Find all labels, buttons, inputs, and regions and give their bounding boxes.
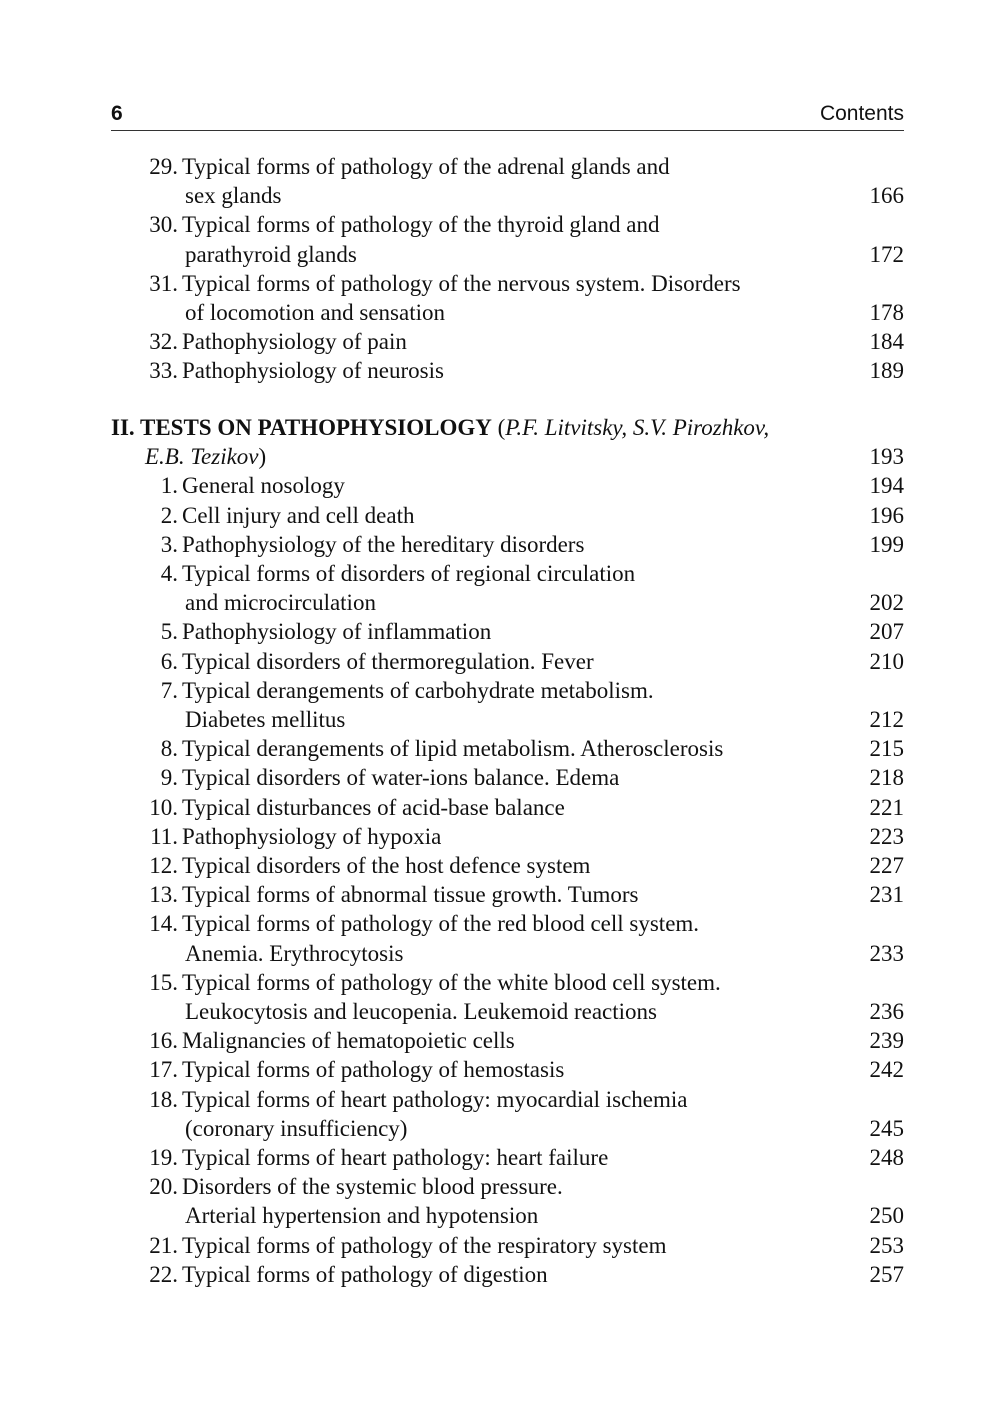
toc-page-number: 178 [869, 300, 904, 325]
toc-entry-number: 19. [149, 1145, 178, 1170]
toc-entry-number: 7. [160, 677, 178, 703]
toc-entry-number: 17. [149, 1057, 178, 1083]
toc-entry-title: of locomotion and sensation [185, 300, 445, 325]
toc-entry-title: Typical forms of pathology of the respiratory system [182, 1232, 667, 1258]
toc-entry-title: Anemia. Erythrocytosis [185, 940, 404, 966]
toc-entry-title: Typical derangements of lipid metabolism. Atherosclerosis [182, 736, 724, 762]
toc-page-number: 231 [869, 882, 904, 908]
dot-leader [665, 997, 860, 1026]
toc-entry-line [0, 152, 1000, 181]
toc-entry-title: Diabetes mellitus [185, 707, 346, 732]
toc-entry-line [0, 647, 1000, 676]
toc-entry-line [0, 327, 1000, 356]
dot-leader [353, 705, 860, 734]
toc-entry-number: 20. [149, 1174, 178, 1200]
dot-leader [556, 1260, 860, 1289]
dot-leader [602, 647, 860, 676]
toc-entry-line [0, 530, 1000, 559]
toc-entry-title: (coronary insufficiency) [185, 1115, 408, 1141]
toc-entry-title: Typical forms of pathology of digestion [182, 1261, 548, 1287]
toc-page-number: 227 [869, 853, 904, 878]
toc-entry-number: 1. [160, 473, 178, 499]
toc-page-number: 215 [869, 736, 904, 762]
toc-entry-line [0, 676, 1000, 705]
toc-entry-number: 22. [149, 1261, 178, 1287]
toc-entry-line [0, 1260, 1000, 1289]
toc-entry-number: 11. [150, 823, 178, 849]
toc-entry-line [0, 181, 1000, 210]
toc-entry-number: 12. [149, 853, 178, 878]
toc-entry-title: parathyroid glands [185, 241, 357, 267]
toc-page-number: 202 [869, 590, 904, 616]
toc-entry-title: Typical forms of pathology of the adrenal glands and [182, 154, 670, 179]
running-title: Contents [819, 102, 904, 125]
toc-page-number: 199 [869, 531, 904, 557]
toc-page-number: 194 [869, 473, 904, 499]
dot-leader [384, 588, 860, 617]
toc-entry-title: Malignancies of hematopoietic cells [182, 1028, 515, 1054]
toc-page-number: 253 [869, 1232, 904, 1258]
toc-entry-title: Typical forms of disorders of regional circulation [182, 561, 636, 586]
toc-entry-number: 3. [160, 531, 178, 557]
dot-leader [449, 822, 860, 851]
toc-entry-line [0, 588, 1000, 617]
toc-entry-line [0, 298, 1000, 327]
toc-entry-line [0, 269, 1000, 298]
toc-entry-line [0, 822, 1000, 851]
toc-entry-number: 16. [149, 1028, 178, 1054]
toc-entry-line [0, 1055, 1000, 1084]
toc-entry-line [0, 939, 1000, 968]
section-heading-line [0, 442, 1000, 471]
toc-entry-title: General nosology [182, 473, 345, 499]
toc-entry-title: Pathophysiology of inflammation [182, 619, 492, 645]
toc-entry-line [0, 1114, 1000, 1143]
toc-page-number: 218 [869, 765, 904, 791]
toc-entry-number: 5. [160, 619, 178, 645]
section-authors: P.F. Litvitsky, S.V. Pirozhkov, [505, 415, 770, 440]
dot-leader [616, 1143, 860, 1172]
dot-leader [274, 442, 860, 471]
toc-page-number: 193 [869, 444, 904, 470]
toc-entry-line [0, 356, 1000, 385]
toc-entry-number: 29. [149, 154, 178, 179]
toc-entry-line [0, 1231, 1000, 1260]
toc-page-number: 223 [869, 823, 904, 849]
toc-page-number: 242 [869, 1057, 904, 1083]
dot-leader [453, 298, 860, 327]
toc-entry-title: Arterial hypertension and hypotension [185, 1203, 539, 1229]
toc-entry-number: 10. [149, 794, 178, 820]
section-heading [0, 413, 1000, 442]
toc-entry-number: 15. [149, 969, 178, 995]
toc-entry-line [0, 705, 1000, 734]
dot-leader [572, 1055, 860, 1084]
page-header [111, 102, 904, 131]
toc-entry-line [0, 997, 1000, 1026]
toc-page-number: 236 [869, 999, 904, 1024]
toc-page-number: 184 [869, 329, 904, 355]
toc-page-number: 257 [869, 1261, 904, 1287]
toc-entry-number: 18. [149, 1086, 178, 1112]
dot-leader [546, 1201, 860, 1230]
toc-entry-number: 32. [149, 329, 178, 355]
toc-page-number: 239 [869, 1028, 904, 1054]
toc-entry-number: 31. [149, 270, 178, 296]
toc-entry-title: Typical derangements of carbohydrate metabolism. [182, 677, 654, 703]
toc-entry-title: Pathophysiology of neurosis [182, 358, 444, 384]
toc-page-number: 221 [869, 794, 904, 820]
toc-page-number: 210 [869, 648, 904, 674]
toc-entry-title: Leukocytosis and leucopenia. Leukemoid reactions [185, 999, 657, 1024]
toc-entry-line [0, 501, 1000, 530]
toc-entry-line [0, 1201, 1000, 1230]
toc-entry-title: sex glands [185, 183, 282, 209]
toc-page-number: 212 [869, 707, 904, 732]
toc-entry-line [0, 210, 1000, 239]
toc-entry-line [0, 880, 1000, 909]
dot-leader [646, 880, 860, 909]
toc-page-number: 172 [869, 241, 904, 267]
dot-leader [365, 240, 860, 269]
toc-entry-title: Pathophysiology of the hereditary disorders [182, 531, 585, 557]
toc-page-number: 245 [869, 1115, 904, 1141]
toc-entry-line [0, 559, 1000, 588]
toc-entry-title: Typical disorders of water-ions balance. Edema [182, 765, 620, 791]
toc-page-number: 248 [869, 1145, 904, 1170]
dot-leader [415, 1114, 860, 1143]
toc-entry-title: Typical disorders of thermoregulation. Fever [182, 648, 594, 674]
toc-entry-number: 21. [149, 1232, 178, 1258]
section-title: II. TESTS ON PATHOPHYSIOLOGY [111, 415, 492, 440]
close-paren: ) [258, 444, 267, 470]
toc-entry-line [0, 909, 1000, 938]
toc-entry-title: Typical forms of pathology of the nervous system. Disorders [182, 270, 741, 296]
toc-page-number: 233 [869, 940, 904, 966]
toc-entry-line [0, 1143, 1000, 1172]
section-authors: E.B. Tezikov [145, 444, 259, 470]
toc-entry-line [0, 240, 1000, 269]
toc-entry-number: 14. [149, 911, 178, 937]
toc-page-number: 196 [869, 502, 904, 528]
dot-leader [592, 530, 860, 559]
toc-entry-number: 9. [160, 765, 178, 791]
toc-entry-number: 30. [149, 212, 178, 238]
toc-entry-number: 4. [160, 561, 178, 586]
toc-entry-line [0, 1085, 1000, 1114]
toc-entry-number: 2. [160, 502, 178, 528]
toc-entry-title: Typical forms of pathology of the thyroid gland and [182, 212, 660, 238]
dot-leader [573, 793, 860, 822]
toc-entry-number: 8. [160, 736, 178, 762]
toc-page-number: 250 [869, 1203, 904, 1229]
toc-entry-line [0, 734, 1000, 763]
dot-leader [731, 734, 860, 763]
open-paren: ( [491, 415, 506, 440]
toc-entry-title: Typical forms of pathology of hemostasis [182, 1057, 565, 1083]
dot-leader [411, 939, 860, 968]
dot-leader [289, 181, 860, 210]
dot-leader [674, 1231, 860, 1260]
page-number: 6 [111, 102, 123, 125]
dot-leader [422, 501, 860, 530]
toc-entry-number: 13. [149, 882, 178, 908]
toc-entry-line [0, 793, 1000, 822]
toc-page-number: 189 [869, 358, 904, 384]
toc-entry-number: 6. [160, 648, 178, 674]
toc-entry-title: Cell injury and cell death [182, 502, 415, 528]
toc-entry-number: 33. [149, 358, 178, 384]
toc-page-number: 207 [869, 619, 904, 645]
dot-leader [499, 617, 860, 646]
dot-leader [627, 763, 860, 792]
toc-entry-line [0, 471, 1000, 500]
toc-page-number: 166 [869, 183, 904, 209]
dot-leader [415, 327, 860, 356]
toc-entry-line [0, 617, 1000, 646]
toc-entry-title: Typical disturbances of acid-base balance [182, 794, 565, 820]
toc-entry-line [0, 763, 1000, 792]
dot-leader [523, 1026, 860, 1055]
toc-entry-line [0, 968, 1000, 997]
toc-entry-line [0, 1026, 1000, 1055]
dot-leader [353, 471, 860, 500]
toc-entry-line [0, 1172, 1000, 1201]
toc-entry-line [0, 851, 1000, 880]
dot-leader [452, 356, 860, 385]
toc-entry-title: Typical forms of heart pathology: myocardial ischemia [182, 1086, 688, 1112]
toc-entry-title: Typical forms of pathology of the white blood cell system. [182, 969, 721, 995]
section-heading-text [111, 413, 769, 442]
toc-entry-title: Typical forms of heart pathology: heart failure [182, 1145, 609, 1170]
toc-entry-title: Disorders of the systemic blood pressure. [182, 1174, 563, 1200]
toc-entry-title: Pathophysiology of pain [182, 329, 407, 355]
toc-entry-title: Typical forms of pathology of the red blood cell system. [182, 911, 700, 937]
toc-entry-title: Typical forms of abnormal tissue growth. Tumors [182, 882, 639, 908]
toc-entry-title: and microcirculation [185, 590, 376, 616]
toc-entry-title: Typical disorders of the host defence system [182, 853, 591, 878]
toc-entry-title: Pathophysiology of hypoxia [182, 823, 442, 849]
section-heading-text [145, 442, 266, 471]
dot-leader [598, 851, 860, 880]
